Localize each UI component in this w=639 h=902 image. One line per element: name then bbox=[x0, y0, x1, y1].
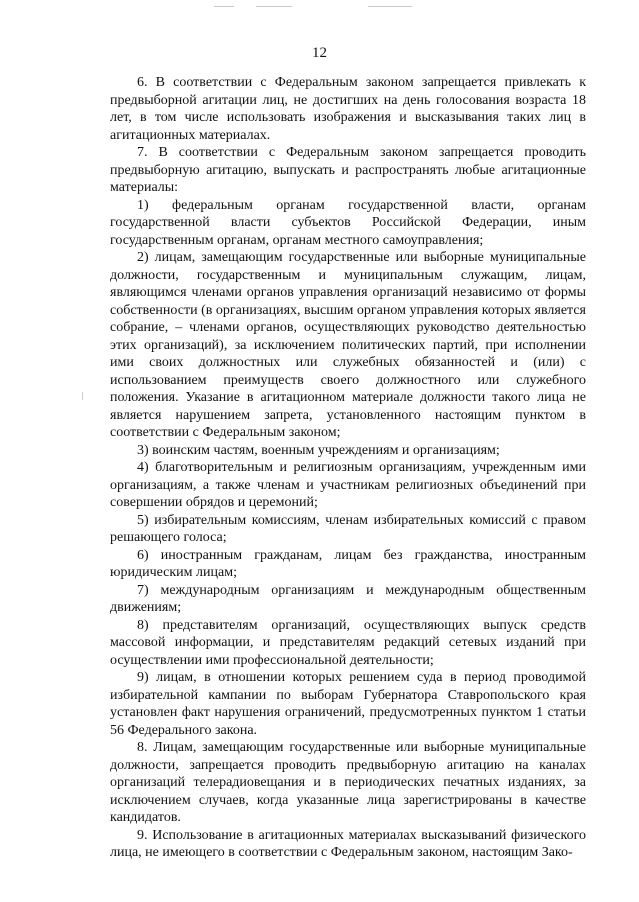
list-item-8: 8) представителям организаций, осуществляющих выпуск средств массовой информации, и представителям редакций сетевых изданий при осуществлении ими профессиональной деятельности; bbox=[110, 617, 586, 668]
scan-artifact-line bbox=[368, 6, 412, 7]
paragraph-7: 7. В соответствии с Федеральным законом запрещается проводить предвыборную агитацию, выпускать и распространять любые агитационные материалы: bbox=[110, 145, 586, 195]
paragraph-9: 9. Использование в агитационных материалах высказываний физического лица, не имеющего в соответствии с Федеральным законом, настоящим Зако- bbox=[110, 827, 586, 860]
list-item-3: 3) воинским частям, военным учреждениям и организациям; bbox=[137, 442, 500, 458]
list-item-9: 9) лицам, в отношении которых решением суда в период проводимой избирательной кампании по выборам Губернатора Ставропольского края установлен факт нарушения ограничений, предусмотренных пунктом 1 статьи 56 Федерального закона. bbox=[110, 670, 586, 738]
list-item-6: 6) иностранным гражданам, лицам без гражданства, иностранным юридическим лицам; bbox=[110, 547, 586, 580]
list-item-4: 4) благотворительным и религиозным организациям, учрежденным ими организациям, а также членам и участникам религиозных объединений при совершении обрядов и церемоний; bbox=[110, 460, 586, 510]
list-item-1: 1) федеральным органам государственной власти, органам государственной власти субъектов Российской Федерации, иным государственным органам, органам местного самоуправления; bbox=[110, 197, 586, 248]
list-item-2: 2) лицам, замещающим государственные или выборные муниципальные должности, государственным и муниципальным служащим, лицам, являющимся членами органов управления организаций независимо от формы собственности (в организациях, высшим органом управления которых является собрание, – членами органов, осуществляющих руководство деятельностью этих организаций), за исключением политических партий, при исполнении ими своих должностных или служебных обязанностей и (или) с использованием преимуществ своего должностного или служебного положения. Указание в агитационном материале должности такого лица не является нарушением запрета, установленного настоящим пунктом в соответствии с Федеральным законом; bbox=[110, 250, 586, 440]
list-item-7: 7) международным организациям и международным общественным движениям; bbox=[110, 582, 586, 615]
page-number: 12 bbox=[312, 45, 327, 61]
scan-artifact-line bbox=[214, 6, 234, 7]
document-body bbox=[110, 74, 586, 862]
paragraph-8: 8. Лицам, замещающим государственные или выборные муниципальные должности, запрещается проводить предвыборную агитацию на каналах организаций телерадиовещания и в периодических печатных изданиях, за исключением случаев, когда указанные лица зарегистрированы в качестве кандидатов. bbox=[110, 740, 586, 825]
scan-artifact-line bbox=[256, 6, 292, 7]
margin-mark bbox=[82, 392, 83, 400]
list-item-5: 5) избирательным комиссиям, членам избирательных комиссий с правом решающего голоса; bbox=[110, 512, 586, 545]
paragraph-6: 6. В соответствии с Федеральным законом запрещается привлекать к предвыборной агитации лиц, не достигших на день голосования возраста 18 лет, в том числе использовать изображения и высказывания таких лиц в агитационных материалах. bbox=[110, 75, 586, 143]
